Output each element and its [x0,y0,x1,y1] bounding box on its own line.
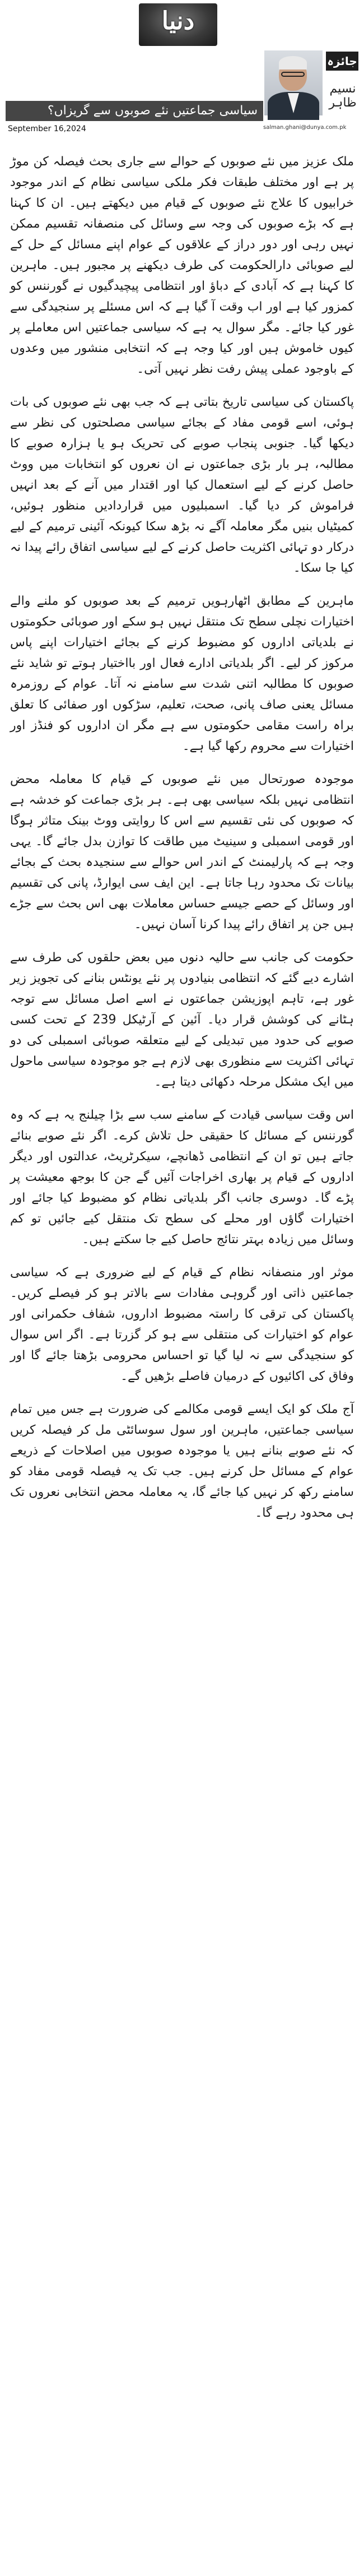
article-paragraph: اس وقت سیاسی قیادت کے سامنے سب سے بڑا چیلنج یہ ہے کہ وہ گورننس کے مسائل کا حقیقی حل تلاش کرے۔ اگر نئے صوبے بنائے جاتے ہیں تو ان کے انتظامی ڈھانچے، سیکرٹریٹ، عدالتوں اور دیگر اداروں کے قیام پر بھاری اخراجات آئیں گے جن کا بوجھ معیشت پر پڑے گا۔ دوسری جانب اگر بلدیاتی نظام کو مضبوط کیا جائے اور اختیارات گاؤں اور محلے کی سطح تک منتقل کیے جائیں تو کم وسائل میں زیادہ بہتر نتائج حاصل کیے جا سکتے ہیں۔ [10,1108,354,1247]
column-header [0,0,364,140]
author-signature: نسیم ظاہر [329,82,357,110]
newspaper-logo[interactable] [139,3,217,46]
article-paragraph: پاکستان کی سیاسی تاریخ بتاتی ہے کہ جب بھی نئے صوبوں کی بات ہوئی، اسے قومی مفاد کے بجائے سیاسی مصلحتوں کی نظر سے دیکھا گیا۔ جنوبی پنجاب صوبے کی تحریک ہو یا ہزارہ صوبے کا مطالبہ، ہر بار بڑی جماعتوں نے ان نعروں کو انتخابات میں ووٹ حاصل کرنے کے لیے استعمال کیا اور اقتدار میں آنے کے بعد انہیں فراموش کر دیا گیا۔ اسمبلیوں میں قراردادیں منظور ہوئیں، کمیٹیاں بنیں مگر معاملہ آگے نہ بڑھ سکا کیونکہ آئینی ترمیم کے لیے درکار دو تہائی اکثریت حاصل کرنے کے لیے سیاسی اتفاق رائے پیدا نہ کیا جا سکا۔ [10,395,354,575]
article-paragraph: حکومت کی جانب سے حالیہ دنوں میں بعض حلقوں کی طرف سے اشارے دیے گئے کہ انتظامی بنیادوں پر نئے یونٹس بنانے کی تجویز زیر غور ہے، تاہم اپوزیشن جماعتوں نے اسے اصل مسائل سے توجہ ہٹانے کی کوشش قرار دیا۔ آئین کے آرٹیکل 239 کے تحت کسی صوبے کی حدود میں تبدیلی کے لیے متعلقہ صوبائی اسمبلی کی دو تہائی اکثریت سے منظوری بھی لازم ہے جو موجودہ سیاسی ماحول میں ایک مشکل مرحلہ دکھائی دیتا ہے۔ [10,951,354,1089]
publish-date: September 16,2024 [8,124,86,133]
logo-text: دنیا [161,7,195,35]
article-body [10,151,354,1536]
author-photo [264,50,323,115]
author-photo-hair [279,56,307,70]
author-photo-glasses [281,72,305,77]
article-paragraph: ماہرین کے مطابق اٹھارہویں ترمیم کے بعد صوبوں کو ملنے والے اختیارات نچلی سطح تک منتقل نہیں ہو سکے اور صوبائی حکومتوں نے بلدیاتی اداروں کو مضبوط کرنے کے بجائے اختیارات اپنے پاس مرکوز کر لیے۔ اگر بلدیاتی ادارے فعال اور بااختیار ہوتے تو شاید نئے صوبوں کا مطالبہ اتنی شدت سے سامنے نہ آتا۔ عوام کے روزمرہ مسائل یعنی صاف پانی، صحت، تعلیم، سڑکوں اور صفائی کا تعلق براہ راست مقامی حکومتوں سے ہے مگر ان اداروں کو فنڈز اور اختیارات سے محروم رکھا گیا ہے۔ [10,594,354,753]
article-paragraph: آج ملک کو ایک ایسے قومی مکالمے کی ضرورت ہے جس میں تمام سیاسی جماعتیں، ماہرین اور سول سوسائٹی مل کر فیصلہ کریں کہ نئے صوبے بنانے ہیں یا موجودہ صوبوں میں اصلاحات کے ذریعے عوام کے مسائل حل کرنے ہیں۔ جب تک یہ فیصلہ قومی مفاد کو سامنے رکھ کر نہیں کیا جائے گا، یہ معاملہ محض انتخابی نعروں تک ہی محدود رہے گا۔ [10,1402,354,1520]
article-paragraph: ملک عزیز میں نئے صوبوں کے حوالے سے جاری بحث فیصلہ کن موڑ پر ہے اور مختلف طبقات فکر ملکی سیاسی نظام کے اندر موجود خرابیوں کا علاج نئے صوبوں کے قیام میں دیکھتے ہیں۔ ان کا کہنا ہے کہ بڑے صوبوں کی وجہ سے وسائل کی منصفانہ تقسیم ممکن نہیں رہی اور دور دراز کے علاقوں کے عوام اپنے مسائل کے حل کے لیے صوبائی دارالحکومت کی طرف دیکھنے پر مجبور ہیں۔ ماہرین کا کہنا ہے کہ آبادی کے دباؤ اور انتظامی پیچیدگیوں نے گورننس کو کمزور کیا ہے اور اب وقت آ گیا ہے کہ اس مسئلے پر سنجیدگی سے غور کیا جائے۔ مگر سوال یہ ہے کہ سیاسی جماعتیں اس معاملے پر کیوں خاموش ہیں اور کیا وجہ ہے کہ انتخابی منشور میں وعدوں کے باوجود عملی پیش رفت نظر نہیں آتی۔ [10,155,354,376]
author-email[interactable]: salman.ghani@dunya.com.pk [263,124,347,131]
column-tag: جائزہ [326,52,358,71]
article-paragraph: موجودہ صورتحال میں نئے صوبوں کے قیام کا معاملہ محض انتظامی نہیں بلکہ سیاسی بھی ہے۔ ہر بڑی جماعت کو خدشہ ہے کہ صوبوں کی نئی تقسیم سے اس کا روایتی ووٹ بینک متاثر ہوگا اور قومی اسمبلی و سینیٹ میں طاقت کا توازن بدل جائے گا۔ یہی وجہ ہے کہ پارلیمنٹ کے اندر اس حوالے سے سنجیدہ بحث کے بجائے بیانات تک محدود رہا جاتا ہے۔ این ایف سی ایوارڈ، پانی کی تقسیم اور وسائل کے حصے جیسے حساس معاملات بھی اس بحث سے جڑے ہیں جن پر اتفاق رائے پیدا کرنا آسان نہیں۔ [10,772,354,932]
column-title: سیاسی جماعتیں نئے صوبوں سے گریزاں؟ [6,101,263,121]
article-paragraph: موثر اور منصفانہ نظام کے قیام کے لیے ضروری ہے کہ سیاسی جماعتیں ذاتی اور گروہی مفادات سے بالاتر ہو کر فیصلے کریں۔ پاکستان کی ترقی کا راستہ مضبوط اداروں، شفاف حکمرانی اور عوام کو اختیارات کی منتقلی سے ہو کر گزرتا ہے۔ اگر اس سوال کو سنجیدگی سے نہ لیا گیا تو احساس محرومی بڑھتا جائے گا اور وفاق کی اکائیوں کے درمیان فاصلے بڑھیں گے۔ [10,1266,354,1383]
